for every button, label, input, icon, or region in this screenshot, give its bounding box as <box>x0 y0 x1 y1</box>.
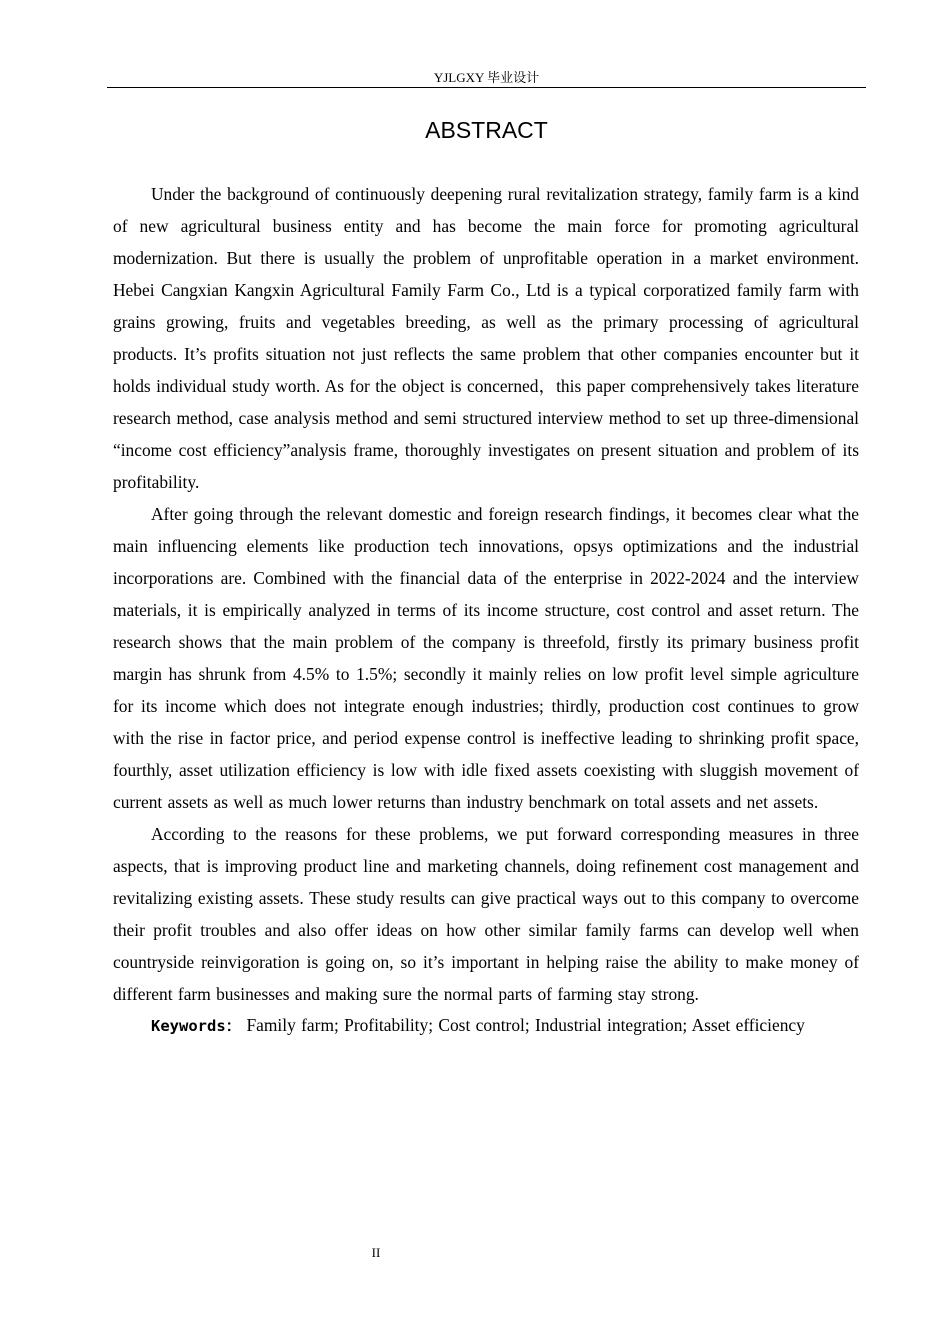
keywords-list: Family farm; Profitability; Cost control; Industrial integration; Asset efficiency <box>246 1015 805 1035</box>
keywords-line <box>113 1010 859 1042</box>
abstract-body <box>113 178 859 1042</box>
keywords-label: Keywords： <box>151 1017 242 1035</box>
abstract-paragraph-3: According to the reasons for these problems, we put forward corresponding measures in three aspects, that is improving product line and marketing channels, doing refinement cost management and revitalizing existing assets. These study results can give practical ways out to this company to overcome their profit troubles and also offer ideas on how other similar family farms can develop well when countryside reinvigoration is going on, so it’s important in helping raise the ability to make money of different farm businesses and making sure the normal parts of farming stay strong. <box>113 824 859 1004</box>
abstract-paragraph-2: After going through the relevant domestic and foreign research findings, it becomes clear what the main influencing elements like production tech innovations, opsys optimizations and the industrial incorporations are. Combined with the financial data of the enterprise in 2022-2024 and the interview materials, it is empirically analyzed in terms of its income structure, cost control and asset return. The research shows that the main problem of the company is threefold, firstly its primary business profit margin has shrunk from 4.5% to 1.5%; secondly it mainly relies on low profit level simple agriculture for its income which does not integrate enough industries; thirdly, production cost continues to grow with the rise in factor price, and period expense control is ineffective leading to shrinking profit space, fourthly, asset utilization efficiency is low with idle fixed assets coexisting with sluggish movement of current assets as well as much lower returns than industry benchmark on total assets and net assets. <box>113 504 859 812</box>
running-header: YJLGXY 毕业设计 <box>107 69 866 88</box>
abstract-paragraph-1: Under the background of continuously deepening rural revitalization strategy, family farm is a kind of new agricultural business entity and has become the main force for promoting agricultural modernization. But there is usually the problem of unprofitable operation in a market environment. Hebei Cangxian Kangxin Agricultural Family Farm Co., Ltd is a typical corporatized family farm with grains growing, fruits and vegetables breeding, as well as the primary processing of agricultural products. It’s profits situation not just reflects the same problem that other companies encounter but it holds individual study worth. As for the object is concerned，this paper comprehensively takes literature research method, case analysis method and semi structured interview method to set up three-dimensional “income cost efficiency”analysis frame, thoroughly investigates on present situation and problem of its profitability. <box>113 184 859 492</box>
abstract-title: ABSTRACT <box>425 117 548 143</box>
page-number: II <box>371 1245 381 1260</box>
